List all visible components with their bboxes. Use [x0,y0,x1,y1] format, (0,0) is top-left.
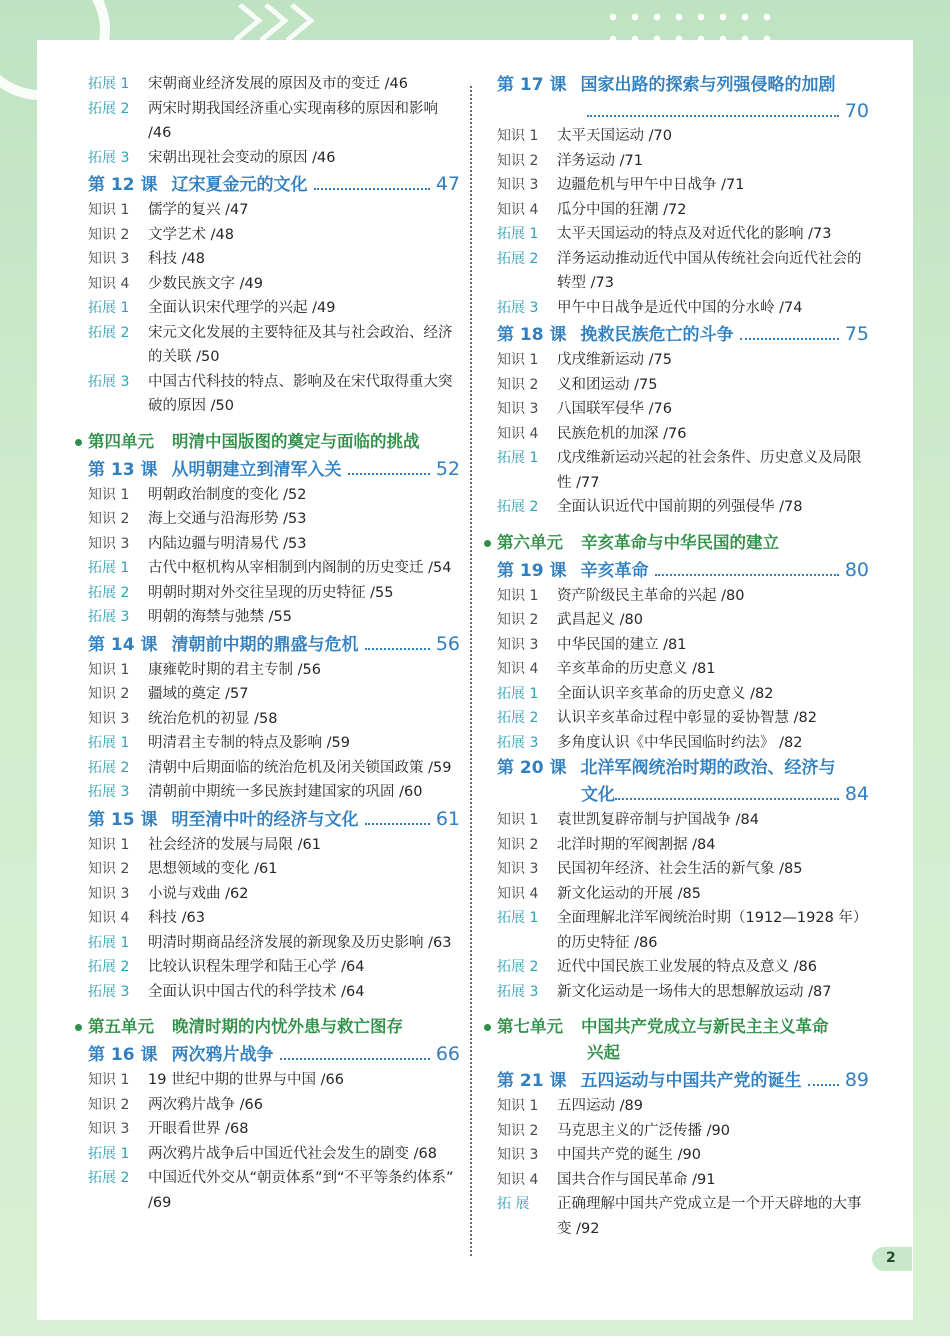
lesson-number: 第 17 课 [497,75,567,95]
toc-item[interactable] [88,906,460,931]
lesson-heading[interactable] [497,1067,869,1094]
extension-tag: 拓展 3 [88,609,130,625]
toc-item[interactable] [497,1143,869,1168]
toc-item-text: 疆域的奠定 /57 [148,686,249,702]
dot-leader [808,1084,839,1086]
extension-tag: 拓展 2 [88,959,130,975]
toc-item[interactable] [88,223,460,248]
toc-item-text: 中国古代科技的特点、影响及在宋代取得重大突破的原因 /50 [148,373,453,414]
toc-item-text: 古代中枢机构从宰相制到内阁制的历史变迁 /54 [148,560,452,576]
toc-item-text: 中华民国的建立 /81 [557,636,687,653]
toc-item-text: 甲午中日战争是近代中国的分水岭 /74 [557,299,803,316]
toc-item-text: 思想领域的变化 /61 [148,861,278,877]
toc-item[interactable] [88,707,460,732]
lesson-page: 89 [844,1069,869,1091]
extension-tag: 拓展 1 [88,560,130,576]
toc-item-text: 瓜分中国的狂潮 /72 [557,201,687,218]
toc-item[interactable] [88,756,460,781]
lesson-page: 61 [435,807,460,830]
toc-item[interactable] [88,370,460,419]
toc-item[interactable] [88,247,460,272]
toc-item-text: 宋朝商业经济发展的原因及市的变迁 /46 [148,76,408,92]
dot-leader [655,574,839,576]
lesson-page: 47 [435,173,460,195]
toc-item[interactable] [497,1119,869,1144]
toc-item-text: 两次鸦片战争 /66 [148,1096,263,1113]
toc-item-text: 比较认识程朱理学和陆王心学 /64 [148,959,365,975]
toc-item-text: 五四运动 /89 [557,1098,643,1114]
right-column [497,72,869,1241]
knowledge-tag: 知识 1 [497,812,539,828]
knowledge-tag: 知识 2 [497,1122,539,1139]
toc-item[interactable] [88,857,460,882]
toc-item-text: 全面认识辛亥革命的历史意义 /82 [557,685,774,702]
toc-item-text: 儒学的复兴 /47 [148,202,249,218]
lesson-heading[interactable] [497,321,869,348]
toc-item-text: 民族危机的加深 /76 [557,425,687,442]
knowledge-tag: 知识 4 [88,275,130,292]
toc-item-text: 全面认识宋代理学的兴起 /49 [148,300,336,316]
lesson-number: 第 13 课 [88,459,158,480]
dot-leader [280,1058,430,1060]
knowledge-tag: 知识 1 [88,202,130,218]
toc-item[interactable] [88,1117,460,1142]
knowledge-tag: 知识 4 [497,201,539,218]
toc-item-text: 清朝前中期统一多民族封建国家的巩固 /60 [148,784,423,800]
toc-item[interactable] [497,906,869,955]
toc-item-text: 社会经济的发展与局限 /61 [148,836,321,853]
knowledge-tag: 知识 1 [497,128,539,144]
toc-item-text: 北洋时期的军阀割据 /84 [557,836,716,853]
knowledge-tag: 知识 4 [497,1171,539,1188]
toc-item-text: 两宋时期我国经济重心实现南移的原因和影响 /46 [148,100,438,141]
knowledge-tag: 知识 3 [497,1147,539,1163]
toc-item-text: 小说与戏曲 /62 [148,885,249,902]
toc-item[interactable] [497,682,869,707]
knowledge-tag: 知识 3 [88,1121,130,1137]
lesson-title: 辽宋夏金元的文化 [171,175,308,195]
toc-item[interactable] [88,507,460,532]
unit-title: 辛亥革命与中华民国的建立 [581,532,779,552]
toc-item[interactable] [497,247,869,296]
toc-item-text: 中国近代外交从“朝贡体系”到“不平等条约体系” /69 [148,1170,454,1211]
knowledge-tag: 知识 3 [497,636,539,653]
toc-item-text: 边疆危机与甲午中日战争 /71 [557,177,745,193]
toc-item[interactable] [497,222,869,247]
toc-item[interactable] [88,780,460,805]
toc-item[interactable] [88,198,460,223]
toc-item[interactable] [497,149,869,174]
knowledge-tag: 知识 3 [497,177,539,193]
toc-item-text: 戊戌维新运动兴起的社会条件、历史意义及局限性 /77 [557,450,862,491]
toc-item[interactable] [88,980,460,1005]
toc-item[interactable] [497,706,869,731]
toc-item-text: 辛亥革命的历史意义 /81 [557,661,716,677]
toc-item[interactable] [497,608,869,633]
left-column [88,72,460,1215]
toc-item[interactable] [88,931,460,956]
toc-item-text: 新文化运动的开展 /85 [557,885,701,902]
knowledge-tag: 知识 3 [497,861,539,877]
page-number: 2 [886,1250,896,1266]
knowledge-tag: 知识 3 [88,885,130,902]
toc-item[interactable] [88,731,460,756]
toc-item-text: 开眼看世界 /68 [148,1121,249,1137]
knowledge-tag: 知识 2 [88,686,130,702]
toc-item-text: 清朝中后期面临的统治危机及闭关锁国政策 /59 [148,759,452,776]
knowledge-tag: 知识 1 [88,1072,130,1088]
toc-item[interactable] [88,1068,460,1093]
toc-item[interactable] [497,657,869,682]
lesson-page: 80 [844,558,869,581]
toc-item[interactable] [88,1166,460,1215]
toc-item-text: 统治危机的初显 /58 [148,710,278,727]
extension-tag: 拓展 1 [88,1145,130,1162]
knowledge-tag: 知识 2 [88,861,130,877]
toc-item[interactable] [497,348,869,373]
toc-item-text: 康雍乾时期的君主专制 /56 [148,661,321,678]
lesson-heading[interactable] [497,72,869,124]
toc-item[interactable] [497,495,869,520]
knowledge-tag: 知识 2 [497,376,539,393]
toc-item-text: 洋务运动 /71 [557,152,643,169]
knowledge-tag: 知识 2 [497,152,539,169]
knowledge-tag: 知识 2 [88,511,130,527]
toc-item[interactable] [497,882,869,907]
toc-item-text: 中国共产党的诞生 /90 [557,1147,701,1163]
toc-item-text: 近代中国民族工业发展的特点及意义 /86 [557,959,817,975]
bullet-icon [75,1024,82,1031]
toc-item[interactable] [88,483,460,508]
lesson-heading[interactable] [88,171,460,198]
toc-item[interactable] [497,446,869,495]
toc-item-text: 明清时期商品经济发展的新现象及历史影响 /63 [148,934,452,951]
extension-tag: 拓展 2 [88,324,130,341]
lesson-page: 52 [435,457,460,480]
dot-leader [365,648,430,650]
toc-item[interactable] [88,146,460,171]
unit-heading [88,1014,460,1040]
extension-tag: 拓展 1 [88,76,130,92]
toc-item-text: 新文化运动是一场伟大的思想解放运动 /87 [557,983,832,1000]
toc-item-text: 资产阶级民主革命的兴起 /80 [557,587,745,604]
knowledge-tag: 知识 4 [497,425,539,442]
bullet-icon [75,439,82,446]
toc-item-text: 认识辛亥革命过程中彰显的妥协智慧 /82 [557,710,817,726]
toc-item[interactable] [88,272,460,297]
toc-item[interactable] [497,731,869,756]
extension-tag: 拓展 1 [497,226,539,242]
lesson-title: 辛亥革命 [580,560,649,581]
extension-tag: 拓展 1 [497,450,539,466]
lesson-heading[interactable] [497,557,869,584]
knowledge-tag: 知识 1 [497,352,539,368]
dot-leader [615,798,839,800]
extension-tag: 拓展 3 [88,983,130,1000]
knowledge-tag: 知识 2 [497,836,539,853]
toc-item[interactable] [497,422,869,447]
toc-item-text: 正确理解中国共产党成立是一个开天辟地的大事变 /92 [557,1196,862,1237]
toc-item-text: 民国初年经济、社会生活的新气象 /85 [557,861,803,877]
toc-item-text: 明朝的海禁与弛禁 /55 [148,609,292,625]
toc-item-text: 全面认识近代中国前期的列强侵华 /78 [557,499,803,515]
extension-tag: 拓展 1 [88,735,130,751]
toc-item-text: 洋务运动推动近代中国从传统社会向近代社会的转型 /73 [557,250,862,291]
lesson-title: 挽救民族危亡的斗争 [580,325,734,345]
toc-item[interactable] [88,605,460,630]
toc-item[interactable] [88,581,460,606]
knowledge-tag: 知识 1 [88,486,130,503]
toc-item[interactable] [88,882,460,907]
knowledge-tag: 知识 4 [497,661,539,677]
lesson-title-cont: 文化 [581,785,615,805]
bullet-icon [484,540,491,547]
extension-tag: 拓展 2 [497,959,539,975]
lesson-heading[interactable] [88,631,460,658]
toc-item[interactable] [497,173,869,198]
unit-title: 明清中国版图的奠定与面临的挑战 [172,431,420,451]
extension-tag: 拓展 3 [497,983,539,1000]
unit-title-cont: 兴起 [587,1043,620,1062]
lesson-title: 北洋军阀统治时期的政治、经济与 [580,758,836,778]
lesson-number: 第 12 课 [88,175,158,195]
toc-item[interactable] [497,373,869,398]
toc-item[interactable] [88,532,460,557]
lesson-number: 第 20 课 [497,758,567,778]
toc-item[interactable] [88,682,460,707]
unit-number: 第五单元 [88,1017,154,1036]
lesson-page: 75 [844,323,869,345]
extension-tag: 拓展 2 [497,710,539,726]
lesson-page: 70 [844,100,869,122]
toc-item-text: 袁世凯复辟帝制与护国战争 /84 [557,812,759,828]
toc-item[interactable] [88,1093,460,1118]
dot-leader [365,823,430,825]
toc-item-text: 两次鸦片战争后中国近代社会发生的剧变 /68 [148,1145,437,1162]
knowledge-tag: 知识 3 [88,251,130,267]
toc-item-text: 全面理解北洋军阀统治时期（1912—1928 年）的历史特征 /86 [557,910,868,951]
knowledge-tag: 知识 2 [88,1096,130,1113]
unit-heading [497,530,869,556]
toc-item[interactable] [497,955,869,980]
toc-item-text: 八国联军侵华 /76 [557,401,672,417]
lesson-title: 国家出路的探索与列强侵略的加剧 [580,75,836,95]
toc-item[interactable] [88,658,460,683]
extension-tag: 拓展 2 [88,100,130,117]
toc-item-text: 科技 /48 [148,251,205,267]
unit-number: 第四单元 [88,431,154,451]
lesson-number: 第 19 课 [497,560,567,581]
unit-number: 第七单元 [497,1017,563,1036]
toc-item-text: 全面认识中国古代的科学技术 /64 [148,983,365,1000]
dot-leader [587,115,839,117]
knowledge-tag: 知识 1 [497,1098,539,1114]
extension-tag: 拓展 3 [88,784,130,800]
toc-item[interactable] [88,955,460,980]
lesson-heading[interactable] [88,806,460,833]
toc-item-text: 少数民族文字 /49 [148,275,263,292]
dot-leader [348,473,430,475]
toc-item-text: 明朝时期对外交往呈现的历史特征 /55 [148,584,394,601]
toc-item-text: 太平天国运动的特点及对近代化的影响 /73 [557,226,832,242]
extension-tag: 拓展 1 [497,910,539,926]
toc-item[interactable] [88,97,460,146]
toc-item-text: 义和团运动 /75 [557,376,658,393]
lesson-title: 五四运动与中国共产党的诞生 [580,1071,802,1091]
toc-item-text: 多角度认识《中华民国临时约法》 /82 [557,734,803,751]
toc-item[interactable] [497,980,869,1005]
toc-item[interactable] [497,397,869,422]
toc-item-text: 马克思主义的广泛传播 /90 [557,1122,730,1139]
lesson-heading[interactable] [497,755,869,808]
toc-item[interactable] [497,633,869,658]
extension-tag: 拓展 2 [497,250,539,267]
lesson-number: 第 14 课 [88,634,158,655]
toc-item-text: 武昌起义 /80 [557,612,643,628]
lesson-heading[interactable] [88,456,460,483]
toc-item[interactable] [88,296,460,321]
toc-item[interactable] [88,1142,460,1167]
column-divider [470,86,472,1256]
knowledge-tag: 知识 2 [497,612,539,628]
toc-item[interactable] [497,1094,869,1119]
toc-item-text: 宋元文化发展的主要特征及其与社会政治、经济的关联 /50 [148,324,453,365]
extension-tag: 拓展 1 [497,685,539,702]
toc-item[interactable] [497,296,869,321]
lesson-number: 第 18 课 [497,325,567,345]
extension-tag: 拓展 3 [88,149,130,166]
knowledge-tag: 知识 1 [497,587,539,604]
toc-item[interactable] [497,1192,869,1241]
unit-heading [497,1014,869,1066]
extension-tag: 拓展 2 [88,584,130,601]
toc-item-text: 戊戌维新运动 /75 [557,352,672,368]
extension-tag: 拓 展 [497,1196,530,1212]
extension-tag: 拓展 1 [88,934,130,951]
lesson-page: 84 [844,783,869,805]
toc-item[interactable] [497,584,869,609]
dot-leader [740,338,839,340]
extension-tag: 拓展 3 [497,734,539,751]
lesson-title: 从明朝建立到清军入关 [171,459,342,480]
toc-item[interactable] [88,321,460,370]
knowledge-tag: 知识 2 [88,226,130,243]
toc-item-text: 19 世纪中期的世界与中国 /66 [148,1072,345,1088]
dot-leader [314,188,430,190]
toc-item[interactable] [497,857,869,882]
toc-item-text: 明清君主专制的特点及影响 /59 [148,735,350,751]
knowledge-tag: 知识 3 [88,535,130,552]
bullet-icon [484,1024,491,1031]
lesson-page: 56 [435,632,460,655]
toc-item[interactable] [497,124,869,149]
knowledge-tag: 知识 4 [88,910,130,926]
lesson-title: 清朝前中期的鼎盛与危机 [171,634,359,655]
extension-tag: 拓展 3 [497,299,539,316]
toc-item[interactable] [88,556,460,581]
knowledge-tag: 知识 4 [497,885,539,902]
knowledge-tag: 知识 1 [88,661,130,678]
knowledge-tag: 知识 3 [88,710,130,727]
extension-tag: 拓展 1 [88,300,130,316]
toc-item-text: 内陆边疆与明清易代 /53 [148,535,307,552]
unit-title: 中国共产党成立与新民主主义革命 [581,1017,829,1036]
knowledge-tag: 知识 1 [88,836,130,853]
extension-tag: 拓展 2 [497,499,539,515]
toc-item[interactable] [497,808,869,833]
toc-item-text: 宋朝出现社会变动的原因 /46 [148,149,336,166]
toc-item-text: 太平天国运动 /70 [557,128,672,144]
toc-item[interactable] [88,833,460,858]
toc-item-text: 明朝政治制度的变化 /52 [148,486,307,503]
knowledge-tag: 知识 3 [497,401,539,417]
toc-item[interactable] [497,198,869,223]
toc-item-text: 科技 /63 [148,910,205,926]
toc-item[interactable] [88,72,460,97]
lesson-title: 明至清中叶的经济与文化 [171,809,359,830]
lesson-title: 两次鸦片战争 [171,1045,274,1065]
toc-item-text: 海上交通与沿海形势 /53 [148,511,307,527]
toc-item-text: 国共合作与国民革命 /91 [557,1171,716,1188]
toc-item[interactable] [497,833,869,858]
extension-tag: 拓展 2 [88,759,130,776]
lesson-heading[interactable] [88,1041,460,1068]
unit-number: 第六单元 [497,532,563,552]
unit-title: 晚清时期的内忧外患与救亡图存 [172,1017,403,1036]
unit-heading [88,429,460,455]
lesson-number: 第 21 课 [497,1071,567,1091]
toc-item[interactable] [497,1168,869,1193]
lesson-page: 66 [435,1043,460,1065]
lesson-number: 第 16 课 [88,1045,158,1065]
lesson-number: 第 15 课 [88,809,158,830]
extension-tag: 拓展 2 [88,1170,130,1186]
extension-tag: 拓展 3 [88,373,130,390]
toc-item-text: 文学艺术 /48 [148,226,234,243]
